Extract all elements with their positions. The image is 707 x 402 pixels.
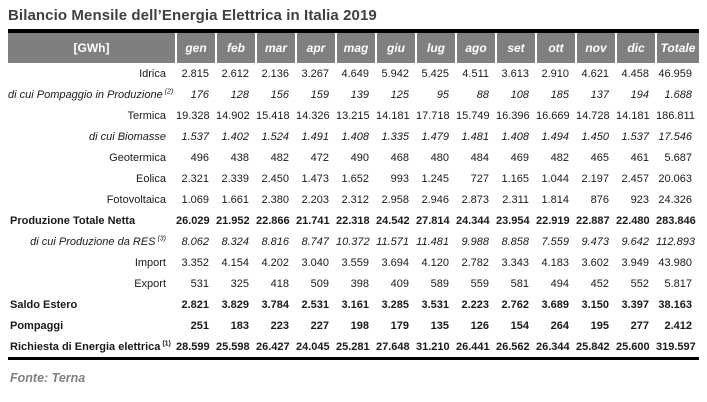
row-label (8, 294, 176, 315)
cell: 409 (390, 277, 409, 290)
cell: 1.044 (541, 172, 569, 185)
cell: 319.597 (656, 340, 696, 353)
table-row (8, 126, 699, 147)
cell: 21.952 (216, 214, 250, 227)
cell: 1.335 (381, 130, 409, 143)
cell: 469 (510, 151, 529, 164)
column-header-set: set (496, 33, 536, 63)
cell: 1.402 (221, 130, 249, 143)
column-header-apr: apr (296, 33, 336, 63)
row-label (8, 84, 176, 105)
column-header-lug: lug (416, 33, 456, 63)
row-label-text: Richiesta di Energia elettrica (10, 340, 161, 353)
cell: 108 (510, 88, 529, 101)
cell: 472 (310, 151, 329, 164)
cell: 137 (590, 88, 609, 101)
cell: 4.202 (261, 256, 289, 269)
cell: 581 (510, 277, 529, 290)
cell: 3.949 (621, 256, 649, 269)
cell: 3.559 (341, 256, 369, 269)
cell: 128 (230, 88, 249, 101)
cell: 1.481 (461, 130, 489, 143)
source-note: Fonte: Terna (10, 371, 86, 385)
cell: 4.458 (621, 67, 649, 80)
cell: 195 (590, 319, 609, 332)
row-label (8, 231, 176, 252)
cell: 418 (270, 277, 289, 290)
cell: 9.642 (621, 235, 649, 248)
cell: 22.480 (616, 214, 650, 227)
cell: 2.450 (261, 172, 289, 185)
table-row (8, 336, 699, 357)
cell: 2.612 (221, 67, 249, 80)
cell: 22.887 (576, 214, 610, 227)
column-header-ott: ott (536, 33, 576, 63)
cell: 5.817 (664, 277, 692, 290)
cell: 2.910 (541, 67, 569, 80)
cell: 3.784 (261, 298, 289, 311)
cell: 3.150 (581, 298, 609, 311)
column-header-nov: nov (576, 33, 616, 63)
cell: 3.285 (381, 298, 409, 311)
cell: 3.267 (301, 67, 329, 80)
cell: 22.866 (256, 214, 290, 227)
cell: 24.542 (376, 214, 410, 227)
cell: 11.481 (416, 235, 449, 248)
cell: 159 (310, 88, 329, 101)
cell: 26.427 (256, 340, 290, 353)
cell: 14.181 (376, 109, 410, 122)
cell: 2.412 (664, 319, 692, 332)
cell: 26.029 (176, 214, 210, 227)
cell: 876 (590, 193, 609, 206)
cell: 496 (190, 151, 209, 164)
cell: 25.600 (616, 340, 650, 353)
cell: 26.562 (496, 340, 530, 353)
row-label (8, 273, 176, 294)
cell: 1.688 (664, 88, 692, 101)
cell: 461 (630, 151, 649, 164)
cell: 25.281 (336, 340, 370, 353)
cell: 923 (630, 193, 649, 206)
cell: 154 (510, 319, 529, 332)
cell: 277 (630, 319, 649, 332)
cell: 112.893 (656, 235, 695, 248)
cell: 2.457 (621, 172, 649, 185)
row-label (8, 63, 176, 84)
row-label-text: Produzione Totale Netta (10, 214, 136, 227)
cell: 11.571 (376, 235, 409, 248)
row-label-text: di cui Biomasse (88, 130, 166, 143)
table-row (8, 210, 699, 231)
footnote-marker: (1) (160, 339, 171, 347)
cell: 3.602 (581, 256, 609, 269)
cell: 31.210 (416, 340, 450, 353)
cell: 88 (476, 88, 489, 101)
cell: 1.661 (221, 193, 249, 206)
table-row (8, 189, 699, 210)
cell: 1.408 (501, 130, 529, 143)
row-label (8, 147, 176, 168)
column-header-feb: feb (216, 33, 256, 63)
cell: 490 (350, 151, 369, 164)
cell: 283.846 (656, 214, 696, 227)
cell: 2.782 (461, 256, 489, 269)
cell: 14.728 (576, 109, 610, 122)
column-header-mar: mar (256, 33, 296, 63)
cell: 17.718 (416, 109, 450, 122)
cell: 2.203 (301, 193, 329, 206)
cell: 8.816 (261, 235, 289, 248)
cell: 2.821 (181, 298, 209, 311)
cell: 1.450 (581, 130, 609, 143)
row-label (8, 189, 176, 210)
table-row (8, 315, 699, 336)
cell: 2.339 (221, 172, 249, 185)
cell: 3.343 (501, 256, 529, 269)
balance-table (8, 33, 699, 357)
cell: 186.811 (656, 109, 695, 122)
cell: 3.829 (221, 298, 249, 311)
cell: 2.311 (502, 193, 529, 206)
cell: 17.546 (658, 130, 692, 143)
cell: 552 (630, 277, 649, 290)
table-row (8, 294, 699, 315)
cell: 2.762 (501, 298, 529, 311)
row-label-text: Geotermica (109, 151, 166, 164)
table-body (8, 63, 699, 357)
table-row (8, 252, 699, 273)
table-row (8, 63, 699, 84)
table-row (8, 84, 699, 105)
footnote-marker: (2) (162, 87, 174, 95)
table-row (8, 105, 699, 126)
cell: 2.531 (301, 298, 329, 311)
cell: 2.312 (341, 193, 369, 206)
cell: 494 (550, 277, 569, 290)
cell: 559 (470, 277, 489, 290)
cell: 20.063 (658, 172, 692, 185)
cell: 1.473 (301, 172, 329, 185)
cell: 4.120 (421, 256, 449, 269)
cell: 2.223 (461, 298, 489, 311)
row-label-text: di cui Pompaggio in Produzione (8, 88, 163, 101)
cell: 2.380 (261, 193, 289, 206)
column-header-gen: gen (176, 33, 216, 63)
cell: 27.648 (376, 340, 410, 353)
cell: 1.537 (181, 130, 209, 143)
cell: 8.062 (181, 235, 209, 248)
column-header-giu: giu (376, 33, 416, 63)
cell: 1.491 (301, 130, 329, 143)
cell: 227 (310, 319, 329, 332)
cell: 452 (590, 277, 609, 290)
cell: 21.741 (296, 214, 330, 227)
cell: 1.069 (181, 193, 209, 206)
row-label (8, 252, 176, 273)
cell: 3.613 (501, 67, 529, 80)
row-label-text: Termica (127, 109, 166, 122)
cell: 3.040 (301, 256, 329, 269)
row-label-text: Idrica (139, 67, 166, 80)
cell: 9.473 (581, 235, 609, 248)
cell: 2.815 (181, 67, 209, 80)
row-label-text: Saldo Estero (10, 298, 78, 311)
cell: 46.959 (658, 67, 692, 80)
cell: 2.873 (461, 193, 489, 206)
cell: 13.215 (336, 109, 370, 122)
row-label (8, 336, 176, 357)
cell: 156 (270, 88, 289, 101)
cell: 1.165 (501, 172, 529, 185)
cell: 3.161 (341, 298, 369, 311)
cell: 3.531 (421, 298, 449, 311)
table-row (8, 273, 699, 294)
cell: 25.842 (576, 340, 610, 353)
cell: 27.814 (416, 214, 450, 227)
row-label (8, 210, 176, 231)
cell: 5.687 (664, 151, 692, 164)
cell: 22.919 (536, 214, 570, 227)
row-label (8, 315, 176, 336)
cell: 135 (430, 319, 449, 332)
cell: 5.942 (381, 67, 409, 80)
unit-header: [GWh] (8, 33, 176, 63)
cell: 5.425 (421, 67, 449, 80)
cell: 3.352 (181, 256, 209, 269)
header-row (8, 33, 699, 63)
cell: 482 (270, 151, 289, 164)
cell: 183 (230, 319, 249, 332)
cell: 28.599 (176, 340, 210, 353)
cell: 325 (230, 277, 249, 290)
cell: 194 (630, 88, 649, 101)
cell: 8.747 (301, 235, 329, 248)
row-label-text: Import (134, 256, 166, 269)
cell: 25.598 (216, 340, 250, 353)
cell: 264 (550, 319, 569, 332)
cell: 43.980 (658, 256, 692, 269)
cell: 1.537 (621, 130, 649, 143)
cell: 14.326 (296, 109, 330, 122)
cell: 125 (390, 88, 409, 101)
row-label-text: Pompaggi (10, 319, 64, 332)
cell: 23.954 (496, 214, 530, 227)
cell: 185 (550, 88, 569, 101)
column-header-Totale: Totale (656, 33, 699, 63)
cell: 15.418 (256, 109, 290, 122)
table-row (8, 231, 699, 252)
cell: 198 (350, 319, 369, 332)
cell: 8.858 (501, 235, 529, 248)
cell: 4.511 (462, 67, 489, 80)
cell: 484 (470, 151, 489, 164)
cell: 4.621 (581, 67, 609, 80)
footnote-marker: (3) (155, 234, 166, 242)
cell: 24.045 (296, 340, 330, 353)
row-label (8, 126, 176, 147)
cell: 2.321 (181, 172, 209, 185)
cell: 4.183 (541, 256, 569, 269)
cell: 589 (430, 277, 449, 290)
column-header-dic: dic (616, 33, 656, 63)
table-row (8, 147, 699, 168)
cell: 3.689 (541, 298, 569, 311)
cell: 16.396 (496, 109, 530, 122)
page-title: Bilancio Mensile dell’Energia Elettrica in Italia 2019 (8, 7, 377, 24)
column-header-mag: mag (336, 33, 376, 63)
row-label-text: Fotovoltaica (106, 193, 166, 206)
cell: 531 (190, 277, 209, 290)
row-label-text: Eolica (136, 172, 166, 185)
cell: 126 (470, 319, 489, 332)
cell: 14.902 (216, 109, 250, 122)
cell: 2.136 (261, 67, 289, 80)
cell: 1.524 (261, 130, 289, 143)
cell: 7.559 (541, 235, 569, 248)
cell: 139 (350, 88, 369, 101)
cell: 1.245 (421, 172, 449, 185)
cell: 176 (190, 88, 209, 101)
cell: 480 (430, 151, 449, 164)
cell: 2.958 (381, 193, 409, 206)
cell: 223 (270, 319, 289, 332)
cell: 1.494 (541, 130, 569, 143)
row-label (8, 105, 176, 126)
row-label-text: di cui Produzione da RES (30, 235, 156, 248)
cell: 9.988 (461, 235, 489, 248)
cell: 16.669 (536, 109, 570, 122)
balance-table-container (8, 29, 699, 360)
cell: 26.441 (456, 340, 490, 353)
cell: 38.163 (658, 298, 692, 311)
cell: 10.372 (336, 235, 370, 248)
table-row (8, 168, 699, 189)
cell: 1.479 (421, 130, 449, 143)
row-label (8, 168, 176, 189)
cell: 1.814 (541, 193, 569, 206)
cell: 727 (470, 172, 489, 185)
cell: 3.397 (621, 298, 649, 311)
cell: 482 (550, 151, 569, 164)
cell: 19.328 (176, 109, 210, 122)
cell: 3.694 (381, 256, 409, 269)
cell: 14.181 (616, 109, 650, 122)
cell: 24.344 (456, 214, 490, 227)
cell: 2.197 (581, 172, 609, 185)
cell: 8.324 (221, 235, 249, 248)
cell: 15.749 (456, 109, 490, 122)
cell: 2.946 (421, 193, 449, 206)
table-header (8, 33, 699, 63)
cell: 468 (390, 151, 409, 164)
cell: 179 (390, 319, 409, 332)
cell: 4.649 (341, 67, 369, 80)
cell: 95 (436, 88, 449, 101)
cell: 1.408 (341, 130, 369, 143)
cell: 26.344 (536, 340, 570, 353)
cell: 251 (190, 319, 209, 332)
cell: 465 (590, 151, 609, 164)
column-header-ago: ago (456, 33, 496, 63)
cell: 4.154 (221, 256, 249, 269)
cell: 24.326 (658, 193, 692, 206)
cell: 22.318 (336, 214, 370, 227)
cell: 1.652 (341, 172, 369, 185)
cell: 438 (230, 151, 249, 164)
cell: 398 (350, 277, 369, 290)
cell: 993 (390, 172, 409, 185)
row-label-text: Export (134, 277, 166, 290)
cell: 509 (310, 277, 329, 290)
